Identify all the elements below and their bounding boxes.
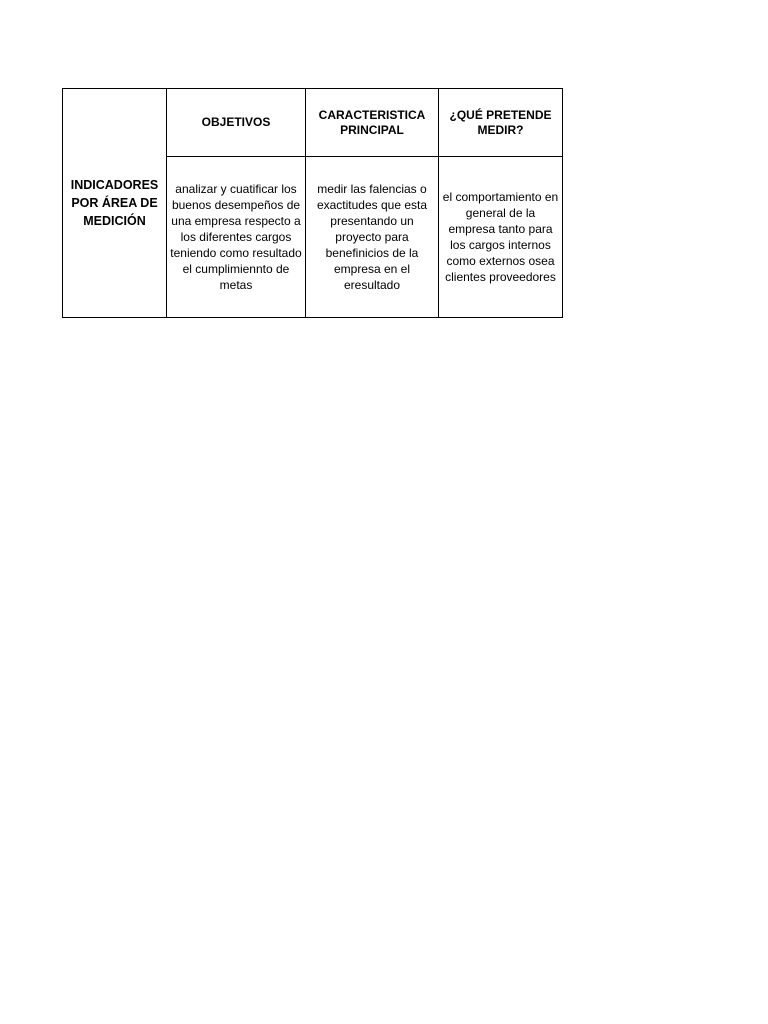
row-label-cell [63, 89, 167, 318]
header-caracteristica-text: CARACTERISTICA PRINCIPAL [318, 107, 426, 137]
cell-caracteristica-text: medir las falencias o exactitudes que esta presentando un proyecto para benefinicios de la empresa en el eresultado [316, 182, 428, 292]
row-label-text: INDICADORES POR ÁREA DE MEDICIÓN [70, 178, 159, 228]
header-que-pretende-medir [439, 89, 563, 157]
cell-que-pretende-medir [439, 157, 563, 318]
cell-que-pretende-text: el comportamiento en general de la empresa tanto para los cargos internos como externos osea clientes proveedores [442, 190, 559, 284]
cell-objetivos [167, 157, 306, 318]
table-header-row [63, 89, 563, 157]
cell-caracteristica-principal [306, 157, 439, 318]
header-objetivos-text: OBJETIVOS [201, 115, 271, 129]
cell-objetivos-text: analizar y cuatificar los buenos desempeños de una empresa respecto a los diferentes cargos teniendo como resultado el cumplimiennto de metas [170, 182, 302, 292]
header-caracteristica-principal [306, 89, 439, 157]
header-que-pretende-text: ¿QUÉ PRETENDE MEDIR? [449, 107, 552, 137]
indicators-table-container [62, 88, 563, 318]
indicators-table [62, 88, 563, 318]
header-objetivos [167, 89, 306, 157]
